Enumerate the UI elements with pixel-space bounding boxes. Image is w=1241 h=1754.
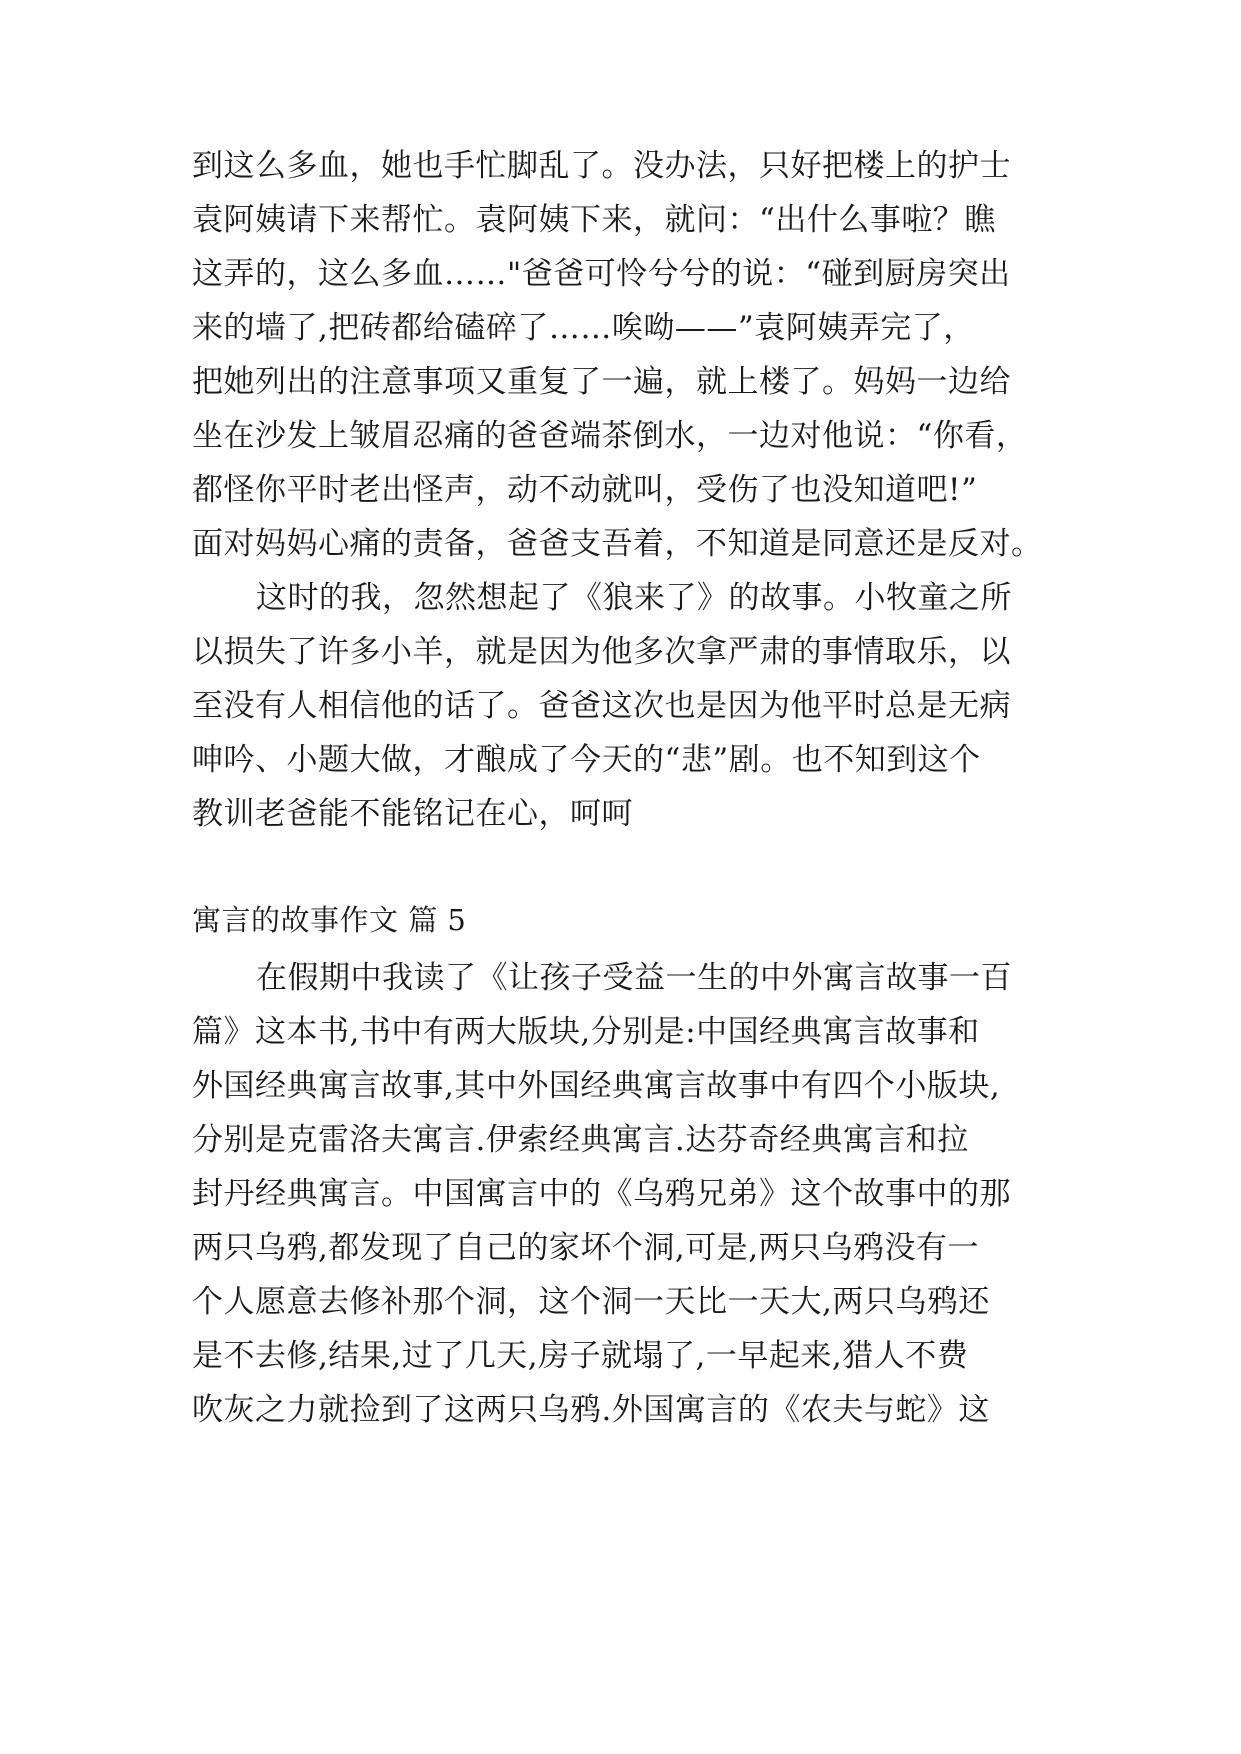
paragraph-line: 个人愿意去修补那个洞，这个洞一天比一天大,两只乌鸦还 (192, 1284, 990, 1320)
paragraph-line: 袁阿姨请下来帮忙。袁阿姨下来，就问：“出什么事啦？瞧 (192, 202, 996, 238)
paragraph-line: 封丹经典寓言。中国寓言中的《乌鸦兄弟》这个故事中的那 (192, 1176, 1011, 1212)
paragraph-line: 篇》这本书,书中有两大版块,分别是:中国经典寓言故事和 (192, 1014, 980, 1050)
paragraph-line: 把她列出的注意事项又重复了一遍，就上楼了。妈妈一边给 (192, 364, 1011, 400)
paragraph-line: 两只乌鸦,都发现了自己的家坏个洞,可是,两只乌鸦没有一 (192, 1230, 980, 1266)
section-heading: 寓言的故事作文 篇 5 (192, 903, 467, 937)
paragraph-line: 都怪你平时老出怪声，动不动就叫，受伤了也没知道吧!” (192, 472, 978, 508)
paragraph-line: 到这么多血，她也手忙脚乱了。没办法，只好把楼上的护士 (192, 148, 1011, 184)
paragraph-line: 这时的我，忽然想起了《狼来了》的故事。小牧童之所 (256, 580, 1012, 616)
paragraph-line: 至没有人相信他的话了。爸爸这次也是因为他平时总是无病 (192, 688, 1011, 724)
paragraph-line: 坐在沙发上皱眉忍痛的爸爸端茶倒水，一边对他说：“你看， (192, 418, 1028, 454)
paragraph-line: 在假期中我读了《让孩子受益一生的中外寓言故事一百 (256, 960, 1012, 996)
paragraph-line: 面对妈妈心痛的责备，爸爸支吾着，不知道是同意还是反对。 (192, 526, 1043, 562)
paragraph-line: 呻吟、小题大做，才酿成了今天的“悲”剧。也不知到这个 (192, 742, 981, 778)
paragraph-line: 吹灰之力就捡到了这两只乌鸦.外国寓言的《农夫与蛇》这 (192, 1392, 990, 1428)
paragraph-line: 外国经典寓言故事,其中外国经典寓言故事中有四个小版块, (192, 1068, 1001, 1104)
paragraph-line: 是不去修,结果,过了几天,房子就塌了,一早起来,猎人不费 (192, 1338, 969, 1374)
paragraph-line: 分别是克雷洛夫寓言.伊索经典寓言.达芬奇经典寓言和拉 (192, 1122, 969, 1158)
paragraph-line: 这弄的，这么多血……"爸爸可怜兮兮的说：“碰到厨房突出 (192, 256, 1011, 292)
paragraph-line: 教训老爸能不能铭记在心，呵呵 (192, 796, 633, 832)
paragraph-line: 来的墙了,把砖都给磕碎了……唉呦——”袁阿姨弄完了， (192, 310, 975, 346)
paragraph-line: 以损失了许多小羊，就是因为他多次拿严肃的事情取乐，以 (192, 634, 1011, 670)
